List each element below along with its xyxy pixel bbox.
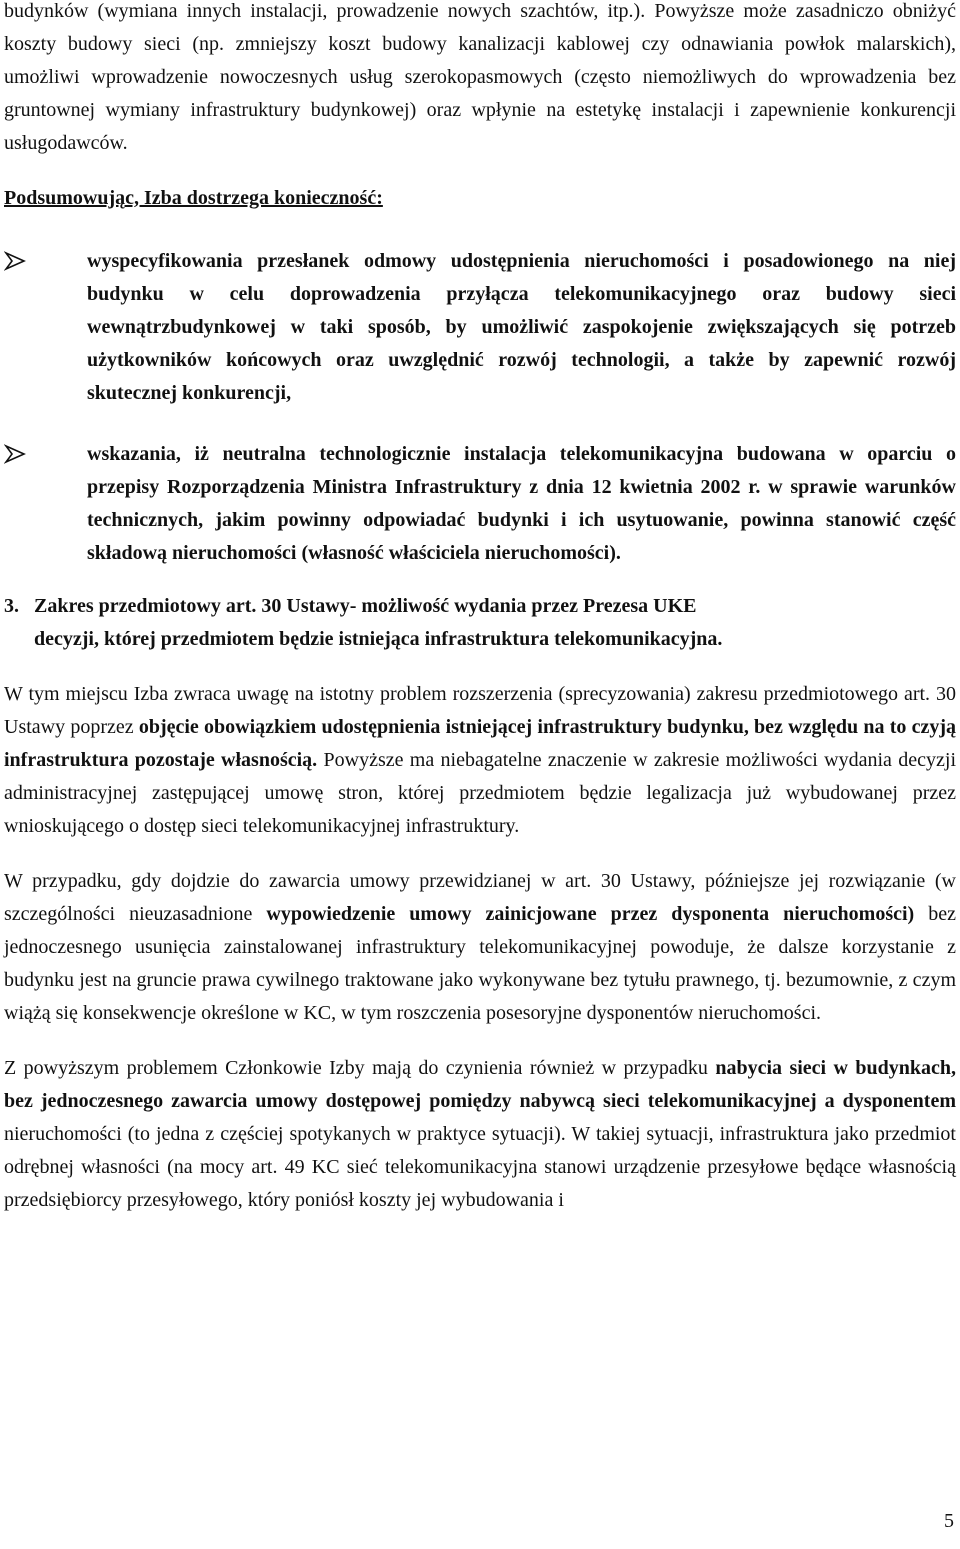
list-item-text: wyspecyfikowania przesłanek odmowy udostępnienia nieruchomości i posadowionego na niej budynku w celu doprowadzenia przyłącza telekomunikacyjnego oraz budowy sieci wewnątrzbudynkowej w taki sposób, by umożliwić zaspokojenie zwiększających się potrzeb użytkowników końcowych oraz uwzględnić rozwój technologii, a także by zapewnić rozwój skutecznej konkurencji, [87, 250, 956, 404]
document-page [4, 0, 956, 1217]
section-title-line-2: decyzji, której przedmiotem będzie istniejąca infrastruktura telekomunikacyjna. [34, 628, 723, 650]
paragraph-acquisition [4, 1052, 956, 1217]
paragraph-emphasis: objęcie obowiązkiem udostępnienia istniejącej infrastruktury budynku, bez względu na to czyją infrastruktura pozostaje własnością. [4, 716, 956, 771]
paragraph-emphasis: nabycia sieci w budynkach, bez jednoczesnego zawarcia umowy dostępowej pomiędzy nabywcą sieci telekomunikacyjnej a dysponentem [4, 1057, 956, 1112]
page-number: 5 [944, 1510, 954, 1532]
summary-list [4, 245, 956, 570]
summary-heading: Podsumowując, Izba dostrzega konieczność: [4, 187, 383, 209]
paragraph-text: W tym miejscu Izba zwraca uwagę na istotny problem rozszerzenia (sprecyzowania) zakresu przedmiotowego art. 30 Ustawy poprzez [4, 683, 956, 738]
list-item-text: wskazania, iż neutralna technologicznie instalacja telekomunikacyjna budowana w oparciu o przepisy Rozporządzenia Ministra Infrastruktury z dnia 12 kwietnia 2002 r. w sprawie warunków technicznych, jakim powinny odpowiadać budynki i ich usytuowanie, powinna stanowić część składową nieruchomości (własność właściciela nieruchomości). [87, 443, 956, 564]
list-item [4, 245, 956, 410]
section-title-line-1: Zakres przedmiotowy art. 30 Ustawy- możliwość wydania przez Prezesa UKE [34, 595, 697, 617]
paragraph-text: W przypadku, gdy dojdzie do zawarcia umowy przewidzianej w art. 30 Ustawy, późniejsze jej rozwiązanie (w szczególności nieuzasadnione [4, 870, 956, 925]
paragraph-text: Z powyższym problemem Członkowie Izby mają do czynienia również w przypadku [4, 1057, 716, 1079]
paragraph-contract [4, 865, 956, 1030]
intro-paragraph: budynków (wymiana innych instalacji, prowadzenie nowych szachtów, itp.). Powyższe może zasadniczo obniżyć koszty budowy sieci (np. zmniejszy koszt budowy kanalizacji kablowej czy odnawiania powłok malarskich), umożliwi wprowadzenie nowoczesnych usług szerokopasmowych (często niemożliwych do wprowadzenia bez gruntownej wymiany infrastruktury budynkowej) oraz wpłynie na estetykę instalacji i zapewnienie konkurencji usługodawców. [4, 0, 956, 154]
section-heading [4, 590, 956, 656]
paragraph-text: Powyższe ma niebagatelne znaczenie w zakresie możliwości wydania decyzji administracyjnej zastępującej umowę stron, której przedmiotem będzie legalizacja już wybudowanej przez wnioskującego o dostęp sieci telekomunikacyjnej infrastruktury. [4, 749, 956, 837]
arrow-bullet-icon [4, 444, 26, 464]
arrow-bullet-icon [4, 251, 26, 271]
list-item [4, 438, 956, 570]
paragraph-emphasis: wypowiedzenie umowy zainicjowane przez dysponenta nieruchomości) [266, 903, 915, 925]
paragraph-text: nieruchomości (to jedna z częściej spotykanych w praktyce sytuacji). W takiej sytuacji, infrastruktura jako przedmiot odrębnej własności (na mocy art. 49 KC sieć telekomunikacyjna stanowi urządzenie przesyłowe będące własnością przedsiębiorcy przesyłowego, który poniósł koszty jej wybudowania i [4, 1123, 956, 1211]
section-number: 3. [4, 595, 19, 617]
paragraph-text: bez jednoczesnego usunięcia zainstalowanej infrastruktury telekomunikacyjnej powoduje, że dalsze korzystanie z budynku jest na gruncie prawa cywilnego traktowane jako wykonywane bez tytułu prawnego, tj. bezumownie, z czym wiążą się konsekwencje określone w KC, w tym roszczenia posesoryjne dysponentów nieruchomości. [4, 903, 956, 1024]
paragraph-infrastructure [4, 678, 956, 843]
